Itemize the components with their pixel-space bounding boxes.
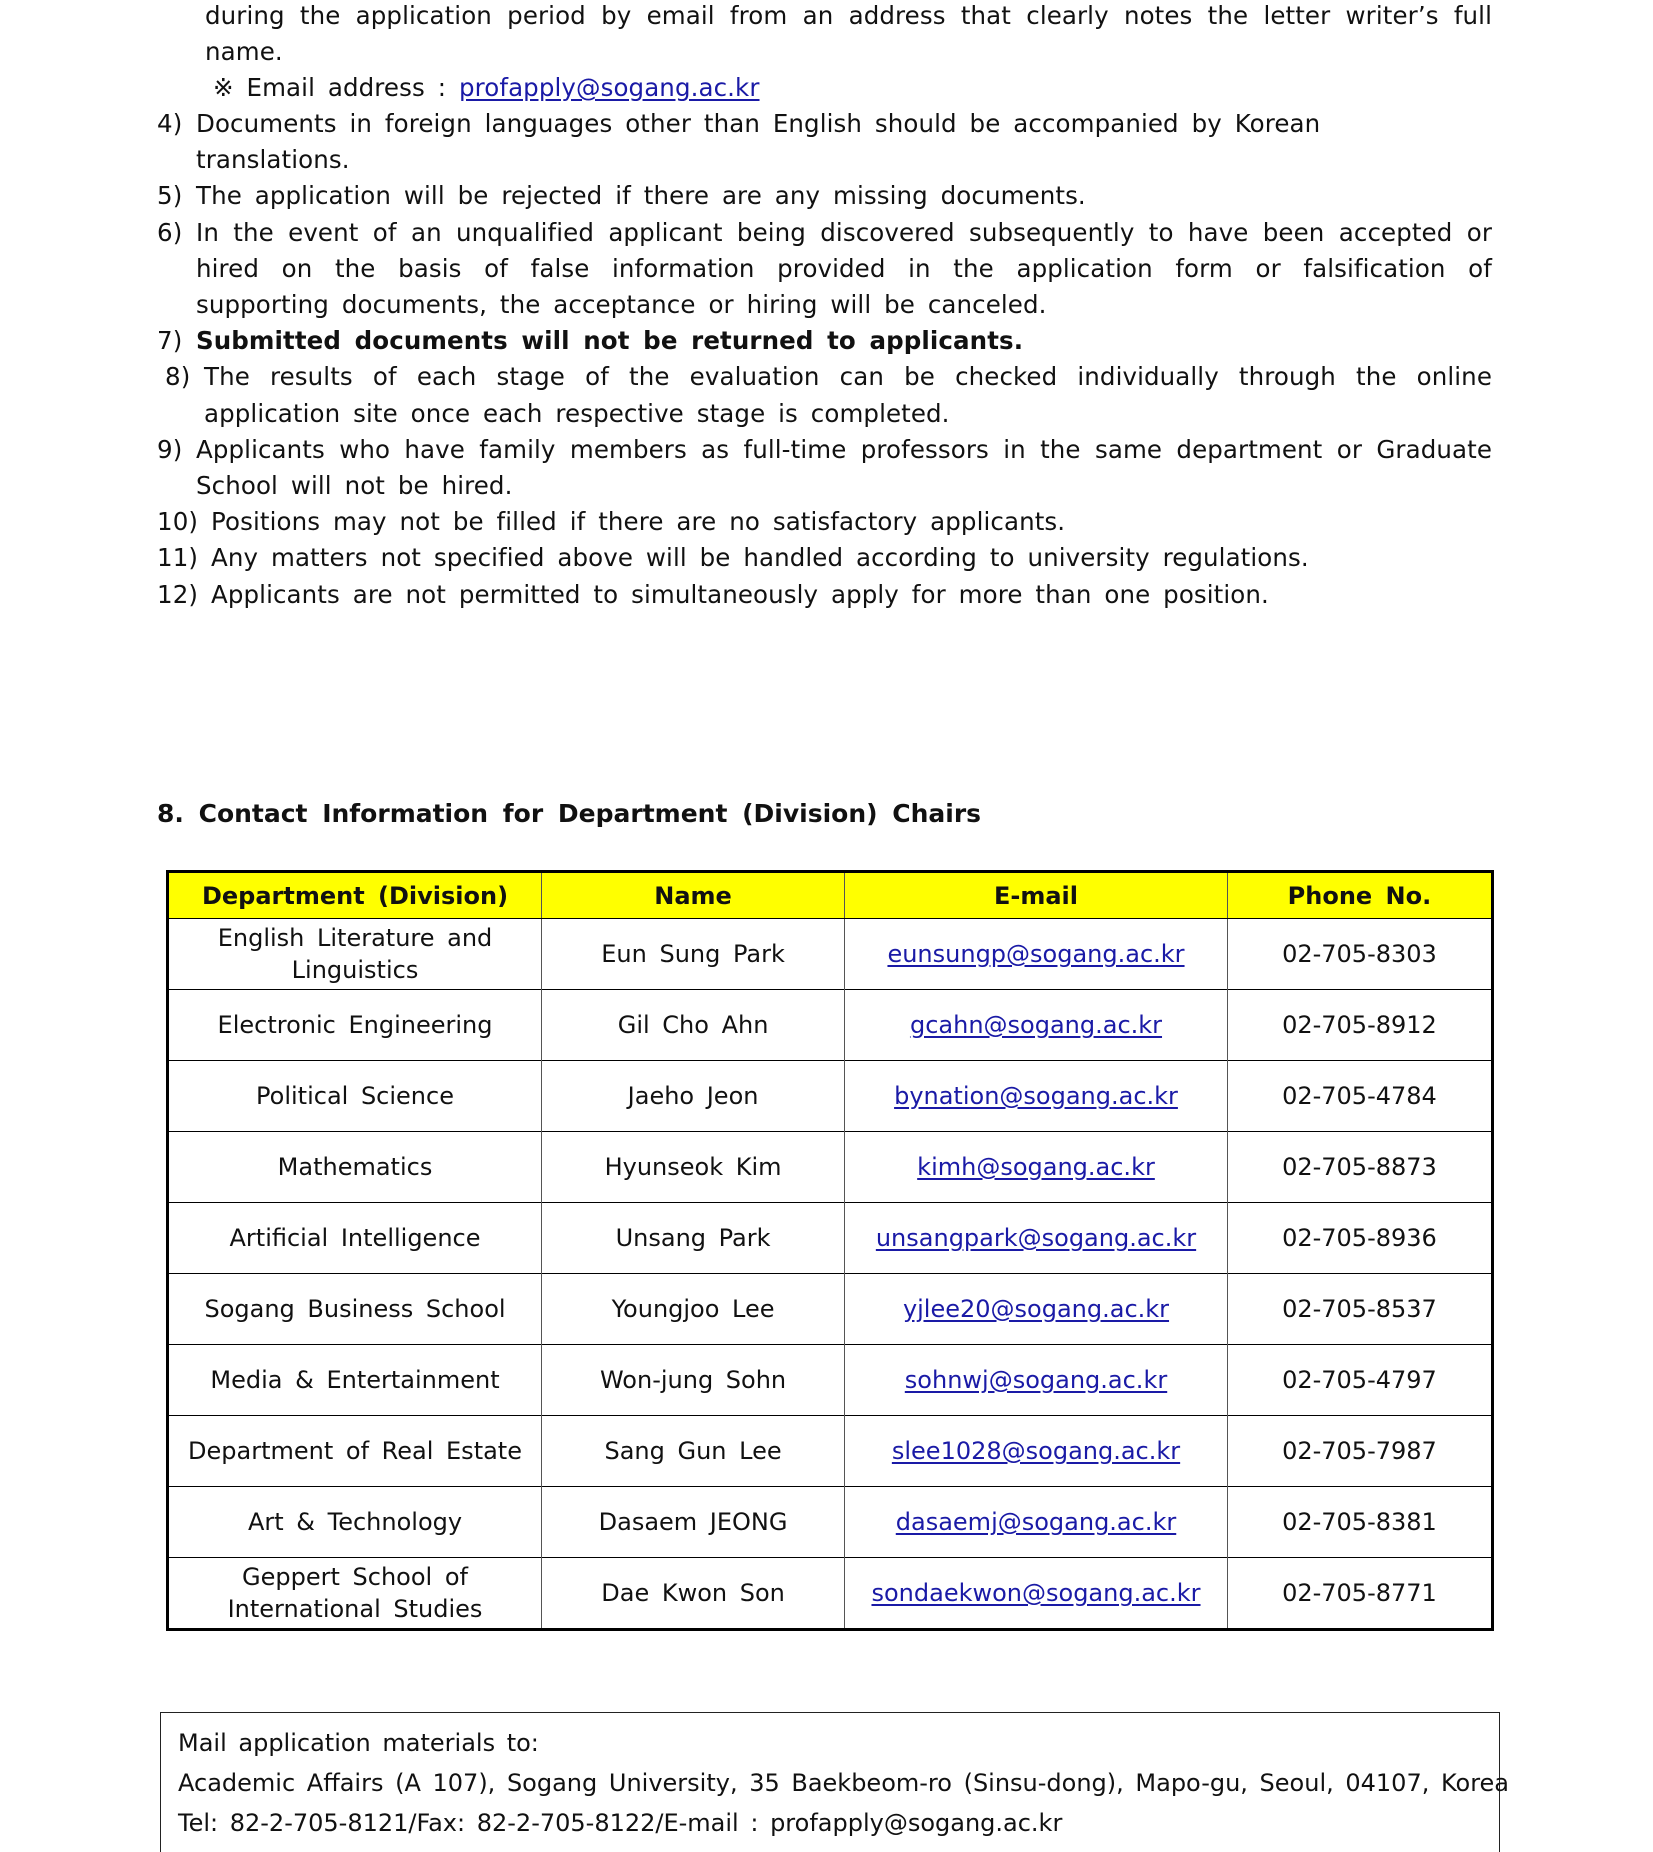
table-row: [168, 1132, 1493, 1203]
table-row: [168, 990, 1493, 1061]
phone-cell: 02-705-8912: [1227, 990, 1492, 1061]
column-header-phone: Phone No.: [1227, 872, 1492, 919]
table-row: [168, 1345, 1493, 1416]
note-item-number: 8): [165, 362, 191, 392]
note-item-number: 6): [157, 217, 183, 247]
department-cell: [168, 1274, 542, 1345]
chair-name-cell: Dasaem JEONG: [542, 1487, 845, 1558]
email-cell: [845, 1487, 1228, 1558]
phone-cell: 02-705-4784: [1227, 1061, 1492, 1132]
email-link[interactable]: sohnwj@sogang.ac.kr: [904, 1366, 1168, 1394]
phone-cell: 02-705-8537: [1227, 1274, 1492, 1345]
note-3-line-2: name.: [205, 37, 283, 66]
chair-name-cell: Gil Cho Ahn: [542, 990, 845, 1061]
column-header-email: E-mail: [845, 872, 1228, 919]
email-link[interactable]: sondaekwon@sogang.ac.kr: [871, 1579, 1201, 1607]
note-item-line: [157, 178, 1086, 214]
department-name: International Studies: [227, 1595, 483, 1623]
note-item-text: Any matters not specified above will be handled according to university regulations.: [211, 543, 1309, 573]
note-item-number: 9): [157, 434, 183, 464]
email-link[interactable]: unsangpark@sogang.ac.kr: [875, 1224, 1197, 1252]
email-link[interactable]: slee1028@sogang.ac.kr: [891, 1437, 1181, 1465]
department-cell: [168, 1558, 542, 1630]
email-link[interactable]: gcahn@sogang.ac.kr: [909, 1011, 1163, 1039]
email-cell: [845, 919, 1228, 990]
table-header-row: [168, 872, 1493, 919]
note-item-text: Documents in foreign languages other than English should be accompanied by Korean: [196, 109, 1321, 138]
note-item-number: 5): [157, 181, 183, 211]
note-item-text: The results of each stage of the evaluation can be checked individually through the online: [204, 362, 1492, 392]
email-cell: [845, 1558, 1228, 1630]
table-row: [168, 1416, 1493, 1487]
note-item-line: [196, 287, 1047, 323]
chair-name-cell: Unsang Park: [542, 1203, 845, 1274]
note-item-line: [157, 432, 1492, 468]
note-item-text: Positions may not be filled if there are no satisfactory applicants.: [211, 507, 1066, 537]
note-item-number: 7): [157, 326, 183, 356]
note-item-line: [157, 577, 1269, 613]
note-item-text: supporting documents, the acceptance or hiring will be canceled.: [196, 290, 1047, 319]
email-cell: [845, 1203, 1228, 1274]
department-cell: [168, 919, 542, 990]
note-item-line: [157, 540, 1309, 576]
phone-cell: 02-705-8771: [1227, 1558, 1492, 1630]
note-item-text: The application will be rejected if there are any missing documents.: [196, 181, 1086, 211]
department-name: Political Science: [256, 1082, 454, 1110]
note-item-number: 4): [157, 109, 183, 138]
chair-name-cell: Youngjoo Lee: [542, 1274, 845, 1345]
note-item-line: [165, 359, 1492, 395]
department-cell: [168, 1203, 542, 1274]
department-name: Linguistics: [291, 956, 419, 984]
column-header-department: Department (Division): [168, 872, 542, 919]
email-cell: [845, 1132, 1228, 1203]
note-item-number: 11): [157, 543, 199, 573]
note-item-text: Applicants who have family members as full-time professors in the same department or Graduate: [196, 434, 1492, 464]
mailing-contact: Tel: 82-2-705-8121/Fax: 82-2-705-8122/E-mail : profapply@sogang.ac.kr: [178, 1809, 1063, 1837]
section-8-heading: 8. Contact Information for Department (Division) Chairs: [157, 799, 982, 828]
note-item-line: [157, 323, 1024, 359]
email-link[interactable]: yjlee20@sogang.ac.kr: [902, 1295, 1170, 1323]
note-item-text: Submitted documents will not be returned to applicants.: [196, 326, 1024, 356]
email-link[interactable]: bynation@sogang.ac.kr: [894, 1082, 1178, 1110]
department-name: English Literature and: [217, 924, 493, 952]
email-link[interactable]: eunsungp@sogang.ac.kr: [887, 940, 1185, 968]
note-item-text: School will not be hired.: [196, 471, 513, 500]
note-item-text: Applicants are not permitted to simultaneously apply for more than one position.: [211, 579, 1269, 609]
phone-cell: 02-705-8873: [1227, 1132, 1492, 1203]
department-name: Art & Technology: [247, 1508, 463, 1536]
table-row: [168, 1274, 1493, 1345]
email-cell: [845, 990, 1228, 1061]
application-email-link[interactable]: profapply@sogang.ac.kr: [458, 73, 760, 102]
note-item-line: [196, 251, 1492, 287]
phone-cell: 02-705-8303: [1227, 919, 1492, 990]
department-name: Geppert School of: [242, 1563, 468, 1591]
phone-cell: 02-705-7987: [1227, 1416, 1492, 1487]
note-item-line: [196, 142, 350, 178]
chair-name-cell: Sang Gun Lee: [542, 1416, 845, 1487]
department-cell: [168, 1061, 542, 1132]
chair-name-cell: Dae Kwon Son: [542, 1558, 845, 1630]
email-cell: [845, 1061, 1228, 1132]
table-row: [168, 1558, 1493, 1630]
department-name: Department of Real Estate: [188, 1437, 522, 1465]
email-cell: [845, 1345, 1228, 1416]
table-row: [168, 1203, 1493, 1274]
mailing-label: Mail application materials to:: [178, 1729, 539, 1757]
department-name: Media & Entertainment: [210, 1366, 500, 1394]
note-item-line: [157, 215, 1492, 251]
department-cell: [168, 1132, 542, 1203]
note-item-line: [204, 396, 950, 432]
table-body: [168, 919, 1493, 1630]
department-name: Artificial Intelligence: [229, 1224, 481, 1252]
email-link[interactable]: dasaemj@sogang.ac.kr: [895, 1508, 1177, 1536]
note-3-line-1: during the application period by email from an address that clearly notes the letter writer’s full: [205, 1, 1492, 30]
note-item-text: translations.: [196, 145, 350, 175]
chair-name-cell: Jaeho Jeon: [542, 1061, 845, 1132]
chair-name-cell: Hyunseok Kim: [542, 1132, 845, 1203]
chair-name-cell: Won-jung Sohn: [542, 1345, 845, 1416]
email-label: ※ Email address :: [213, 73, 447, 102]
mailing-address: Academic Affairs (A 107), Sogang University, 35 Baekbeom-ro (Sinsu-dong), Mapo-gu, Seoul, 04107, Korea: [178, 1769, 1510, 1797]
department-cell: [168, 990, 542, 1061]
mailing-address-box: [160, 1712, 1510, 1852]
phone-cell: 02-705-4797: [1227, 1345, 1492, 1416]
email-link[interactable]: kimh@sogang.ac.kr: [917, 1153, 1155, 1181]
note-item-line: [157, 106, 1321, 142]
email-cell: [845, 1274, 1228, 1345]
note-item-text: In the event of an unqualified applicant being discovered subsequently to have been accepted or: [196, 217, 1492, 247]
department-name: Sogang Business School: [204, 1295, 506, 1323]
phone-cell: 02-705-8381: [1227, 1487, 1492, 1558]
note-item-number: 12): [157, 579, 199, 609]
table-row: [168, 919, 1493, 990]
note-3-email-line: [213, 70, 760, 106]
department-cell: [168, 1345, 542, 1416]
note-item-number: 10): [157, 507, 199, 537]
note-item-text: hired on the basis of false information provided in the application form or falsification of: [196, 253, 1492, 283]
department-cell: [168, 1487, 542, 1558]
department-name: Electronic Engineering: [217, 1011, 493, 1039]
note-item-line: [196, 468, 512, 504]
department-name: Mathematics: [277, 1153, 433, 1181]
phone-cell: 02-705-8936: [1227, 1203, 1492, 1274]
chair-name-cell: Eun Sung Park: [542, 919, 845, 990]
department-cell: [168, 1416, 542, 1487]
note-item-line: [157, 504, 1066, 540]
table-row: [168, 1061, 1493, 1132]
note-item-text: application site once each respective stage is completed.: [204, 398, 950, 428]
column-header-name: Name: [542, 872, 845, 919]
contacts-table: [166, 870, 1494, 1631]
table-row: [168, 1487, 1493, 1558]
email-cell: [845, 1416, 1228, 1487]
